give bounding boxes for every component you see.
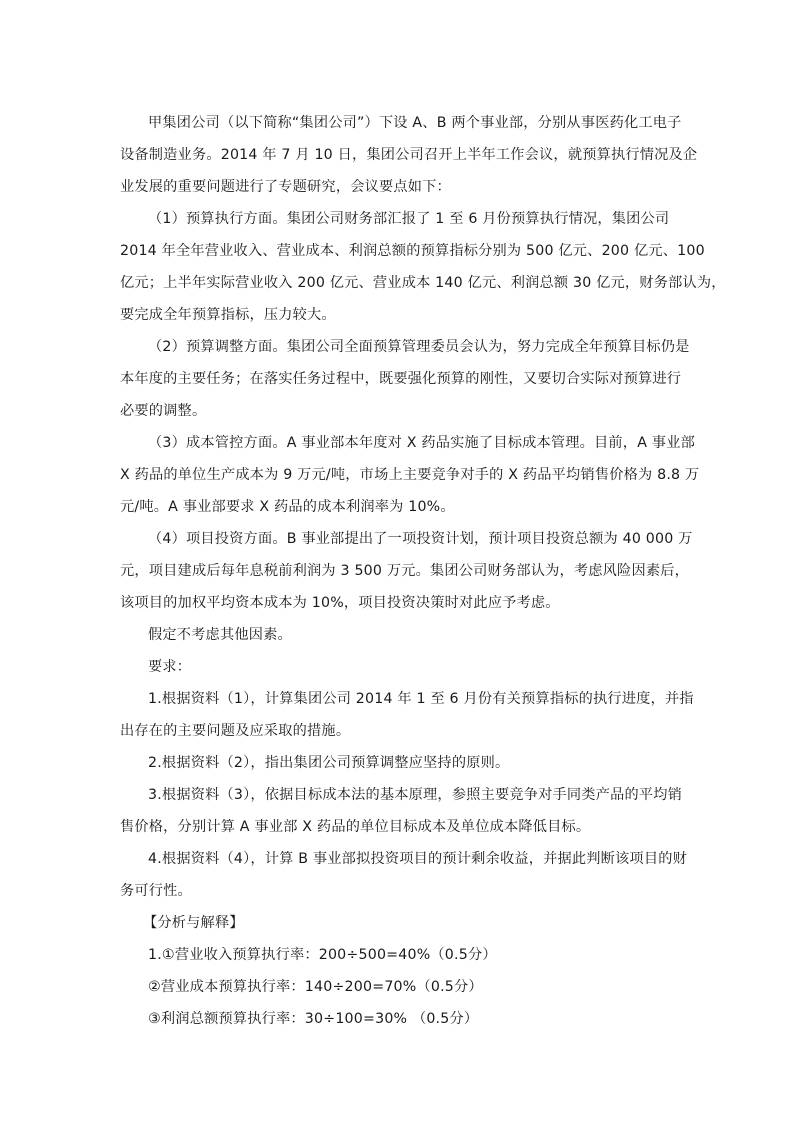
text-line: 要求：: [148, 659, 192, 675]
text-line: 业发展的重要问题进行了专题研究，会议要点如下：: [120, 179, 451, 195]
text-line: 务可行性。: [120, 883, 192, 899]
text-line: 1.根据资料（1），计算集团公司 2014 年 1 至 6 月份有关预算指标的执行进度，并指: [148, 691, 694, 707]
text-line: 3.根据资料（3），依据目标成本法的基本原理，参照主要竞争对手同类产品的平均销: [148, 787, 683, 803]
answer-line: ③利润总额预算执行率：30÷100=30% （0.5分）: [148, 1011, 479, 1027]
text-line: 假定不考虑其他因素。: [148, 627, 292, 643]
text-line: 4.根据资料（4），计算 B 事业部拟投资项目的预计剩余收益，并据此判断该项目的财: [148, 851, 687, 867]
text-line: 甲集团公司（以下简称“集团公司”）下设 A、B 两个事业部，分别从事医药化工电子: [148, 115, 682, 131]
text-line: （3）成本管控方面。A 事业部本年度对 X 药品实施了目标成本管理。目前，A 事业部: [148, 435, 695, 451]
text-line: 亿元；上半年实际营业收入 200 亿元、营业成本 140 亿元、利润总额 30 亿元，财务部认为，: [120, 275, 726, 291]
text-line: 出存在的主要问题及应采取的措施。: [120, 723, 351, 739]
text-line: 本年度的主要任务；在落实任务过程中，既要强化预算的刚性，又要切合实际对预算进行: [120, 371, 682, 387]
text-line: 元/吨。A 事业部要求 X 药品的成本利润率为 10%。: [120, 499, 455, 515]
text-line: 元，项目建成后每年息税前利润为 3 500 万元。集团公司财务部认为，考虑风险因素后，: [120, 563, 689, 579]
text-line: 2014 年全年营业收入、营业成本、利润总额的预算指标分别为 500 亿元、200 亿元、100: [120, 243, 705, 259]
text-line: X 药品的单位生产成本为 9 万元/吨，市场上主要竞争对手的 X 药品平均销售价格为 8.8 万: [120, 467, 700, 483]
text-line: （2）预算调整方面。集团公司全面预算管理委员会认为，努力完成全年预算目标仍是: [148, 339, 690, 355]
text-line: 必要的调整。: [120, 403, 207, 419]
text-line: 设备制造业务。2014 年 7 月 10 日，集团公司召开上半年工作会议，就预算执行情况及企: [120, 147, 698, 163]
answer-line: ②营业成本预算执行率：140÷200=70%（0.5分）: [148, 979, 483, 995]
text-line: （4）项目投资方面。B 事业部提出了一项投资计划，预计项目投资总额为 40 000 万: [148, 531, 693, 547]
text-line: （1）预算执行方面。集团公司财务部汇报了 1 至 6 月份预算执行情况，集团公司: [148, 211, 670, 227]
text-line: 售价格，分别计算 A 事业部 X 药品的单位目标成本及单位成本降低目标。: [120, 819, 591, 835]
text-line: 该项目的加权平均资本成本为 10%，项目投资决策时对此应予考虑。: [120, 595, 560, 611]
answer-line: 1.①营业收入预算执行率：200÷500=40%（0.5分）: [148, 947, 497, 963]
text-line: 要完成全年预算指标，压力较大。: [120, 307, 336, 323]
text-line: 2.根据资料（2），指出集团公司预算调整应坚持的原则。: [148, 755, 510, 771]
section-heading: 【分析与解释】: [143, 915, 244, 931]
